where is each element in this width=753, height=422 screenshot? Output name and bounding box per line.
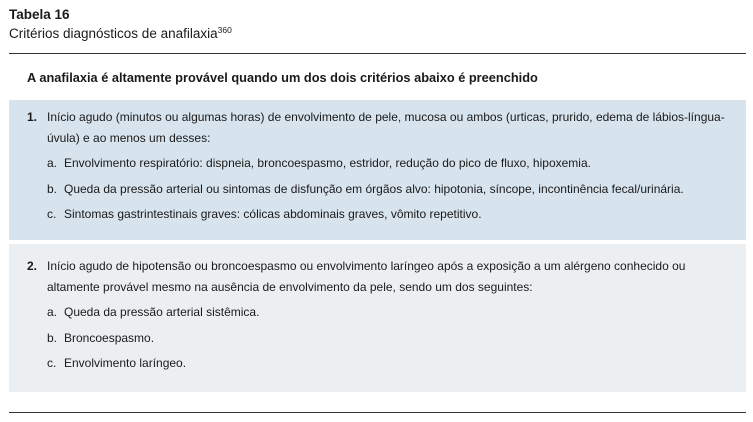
table-header: A anafilaxia é altamente provável quando um dos dois critérios abaixo é preenchido	[27, 70, 538, 85]
criterion-2	[9, 244, 746, 392]
subitem-text: Queda da pressão arterial ou sintomas de disfunção em órgãos alvo: hipotonia, síncope, incontinência fecal/urinária.	[64, 181, 684, 196]
criterion-1	[9, 100, 746, 240]
subitem-letter: b.	[47, 330, 58, 345]
table-caption-text: Critérios diagnósticos de anafilaxia	[9, 26, 218, 41]
criterion-number: 1.	[26, 110, 37, 124]
criterion-text: Início agudo de hipotensão ou broncoespasmo ou envolvimento laríngeo após a exposição a um alérgeno conhecido ou altamente provável mesmo na ausência de envolvimento da pele, sendo um dos seguintes:	[47, 259, 686, 294]
criterion-subitem	[47, 204, 738, 225]
criterion-subitem	[47, 179, 738, 200]
subitem-text: Queda da pressão arterial sistêmica.	[64, 305, 260, 319]
criterion-subitem	[47, 328, 738, 349]
table-caption	[9, 24, 232, 43]
criterion-subitem	[47, 302, 738, 323]
bottom-rule	[9, 412, 746, 413]
subitem-letter: c.	[47, 356, 57, 370]
subitem-letter: a.	[47, 305, 58, 319]
table-title-block	[9, 6, 232, 43]
top-rule	[9, 53, 746, 54]
subitem-letter: a.	[47, 156, 58, 170]
subitem-text: Broncoespasmo.	[64, 330, 155, 345]
criterion-subitem	[47, 353, 738, 374]
subitem-text: Sintomas gastrintestinais graves: cólicas abdominais graves, vômito repetitivo.	[64, 207, 482, 221]
criterion-number: 2.	[26, 259, 37, 273]
subitem-text: Envolvimento laríngeo.	[64, 356, 187, 370]
criterion-subitem	[47, 153, 738, 174]
reference-superscript: 360	[217, 25, 232, 35]
subitem-letter: b.	[47, 181, 58, 196]
criterion-text: Início agudo (minutos ou algumas horas) de envolvimento de pele, mucosa ou ambos (urticas, prurido, edema de lábios-língua-úvula) e ao menos um desses:	[47, 110, 725, 145]
table-number: Tabela 16	[9, 7, 70, 22]
subitem-letter: c.	[47, 207, 57, 221]
subitem-text: Envolvimento respiratório: dispneia, broncoespasmo, estridor, redução do pico de fluxo, hipoxemia.	[64, 156, 591, 170]
